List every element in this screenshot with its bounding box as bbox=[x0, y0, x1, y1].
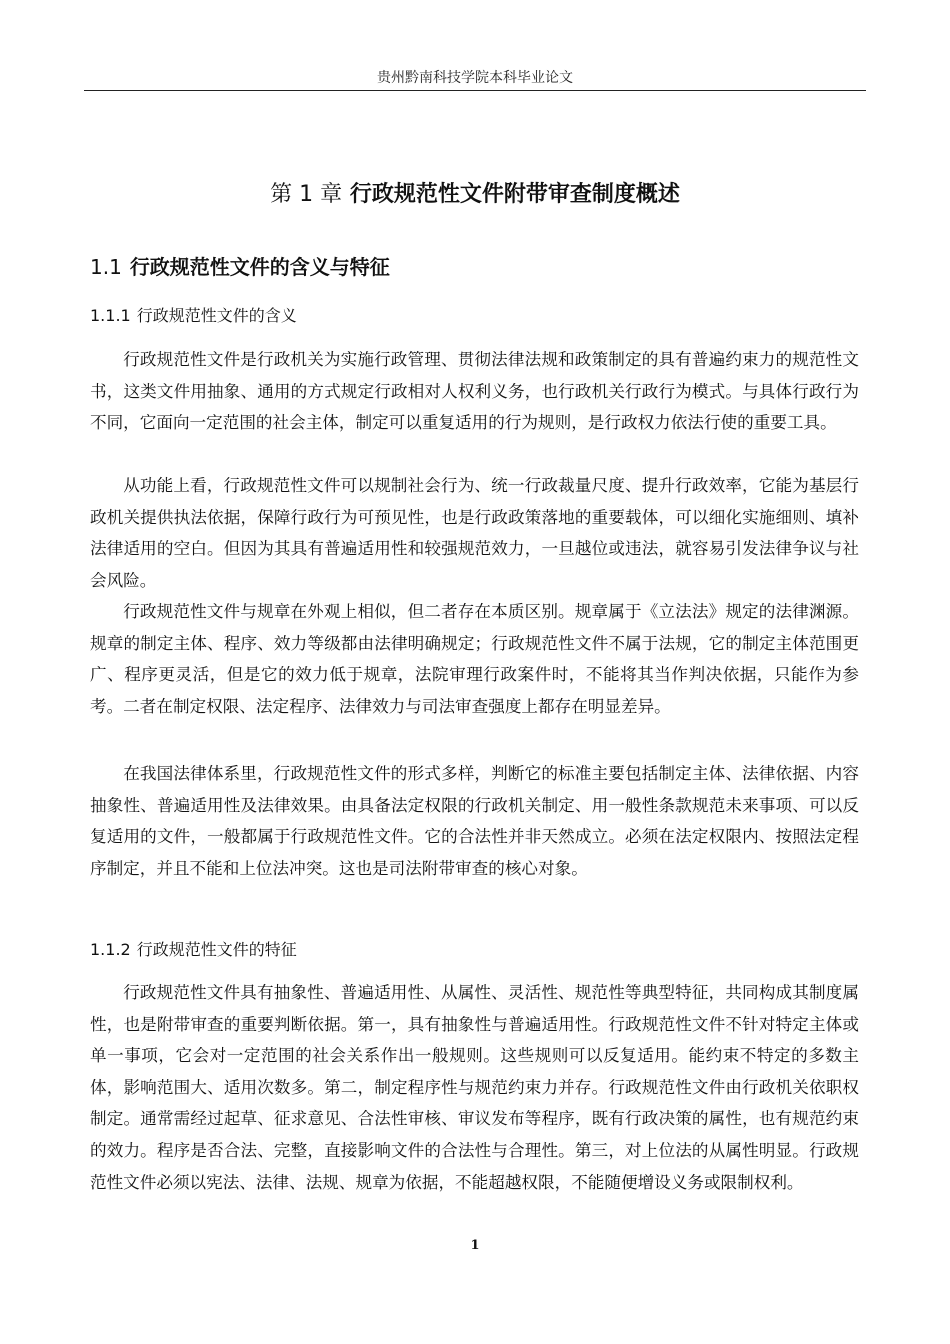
subsection-heading bbox=[90, 304, 297, 328]
page-number: 1 bbox=[470, 1238, 480, 1253]
chapter-number: 第 1 章 bbox=[270, 182, 343, 207]
body-paragraph: 在我国法律体系里，行政规范性文件的形式多样，判断它的标准主要包括制定主体、法律依据、内容抽象性、普遍适用性及法律效果。由具备法定权限的行政机关制定、用一般性条款规范未来事项、可以反复适用的文件，一般都属于行政规范性文件。它的合法性并非天然成立。必须在法定权限内、按照法定程序制定，并且不能和上位法冲突。这也是司法附带审查的核心对象。 bbox=[90, 764, 859, 878]
body-paragraph: 行政规范性文件具有抽象性、普遍适用性、从属性、灵活性、规范性等典型特征，共同构成其制度属性，也是附带审查的重要判断依据。第一，具有抽象性与普遍适用性。行政规范性文件不针对特定主体或单一事项，它会对一定范围的社会关系作出一般规则。这些规则可以反复适用。能约束不特定的多数主体，影响范围大、适用次数多。第二，制定程序性与规范约束力并存。行政规范性文件由行政机关依职权制定。通常需经过起草、征求意见、合法性审核、审议发布等程序，既有行政决策的属性，也有规范约束的效力。程序是否合法、完整，直接影响文件的合法性与合理性。第三，对上位法的从属性明显。行政规范性文件必须以宪法、法律、法规、规章为依据，不能超越权限，不能随便增设义务或限制权利。 bbox=[90, 983, 859, 1192]
chapter-heading bbox=[84, 180, 866, 210]
chapter-title: 行政规范性文件附带审查制度概述 bbox=[349, 182, 680, 207]
body-paragraph: 行政规范性文件与规章在外观上相似，但二者存在本质区别。规章属于《立法法》规定的法律渊源。规章的制定主体、程序、效力等级都由法律明确规定；行政规范性文件不属于法规，它的制定主体范围更广、程序更灵活，但是它的效力低于规章，法院审理行政案件时，不能将其当作判决依据，只能作为参考。二者在制定权限、法定程序、法律效力与司法审查强度上都存在明显差异。 bbox=[90, 602, 859, 716]
subsection-number: 1.1.2 bbox=[90, 940, 131, 959]
body-paragraph: 行政规范性文件是行政机关为实施行政管理、贯彻法律法规和政策制定的具有普遍约束力的规范性文书，这类文件用抽象、通用的方式规定行政相对人权利义务，也行政机关行政行为模式。与具体行政行为不同，它面向一定范围的社会主体，制定可以重复适用的行为规则，是行政权力依法行使的重要工具。 bbox=[90, 350, 859, 433]
section-heading bbox=[90, 253, 390, 281]
subsection-number: 1.1.1 bbox=[90, 306, 131, 325]
section-number: 1.1 bbox=[90, 255, 122, 279]
body-paragraph: 从功能上看，行政规范性文件可以规制社会行为、统一行政裁量尺度、提升行政效率，它能为基层行政机关提供执法依据，保障行政行为可预见性，也是行政政策落地的重要载体，可以细化实施细则、填补法律适用的空白。但因为其具有普遍适用性和较强规范效力，一旦越位或违法，就容易引发法律争议与社会风险。 bbox=[90, 476, 859, 590]
page-header: 贵州黔南科技学院本科毕业论文 bbox=[84, 66, 866, 91]
subsection-heading bbox=[90, 938, 297, 962]
section-title: 行政规范性文件的含义与特征 bbox=[129, 255, 390, 279]
subsection-title: 行政规范性文件的含义 bbox=[136, 306, 297, 325]
subsection-title: 行政规范性文件的特征 bbox=[136, 940, 297, 959]
